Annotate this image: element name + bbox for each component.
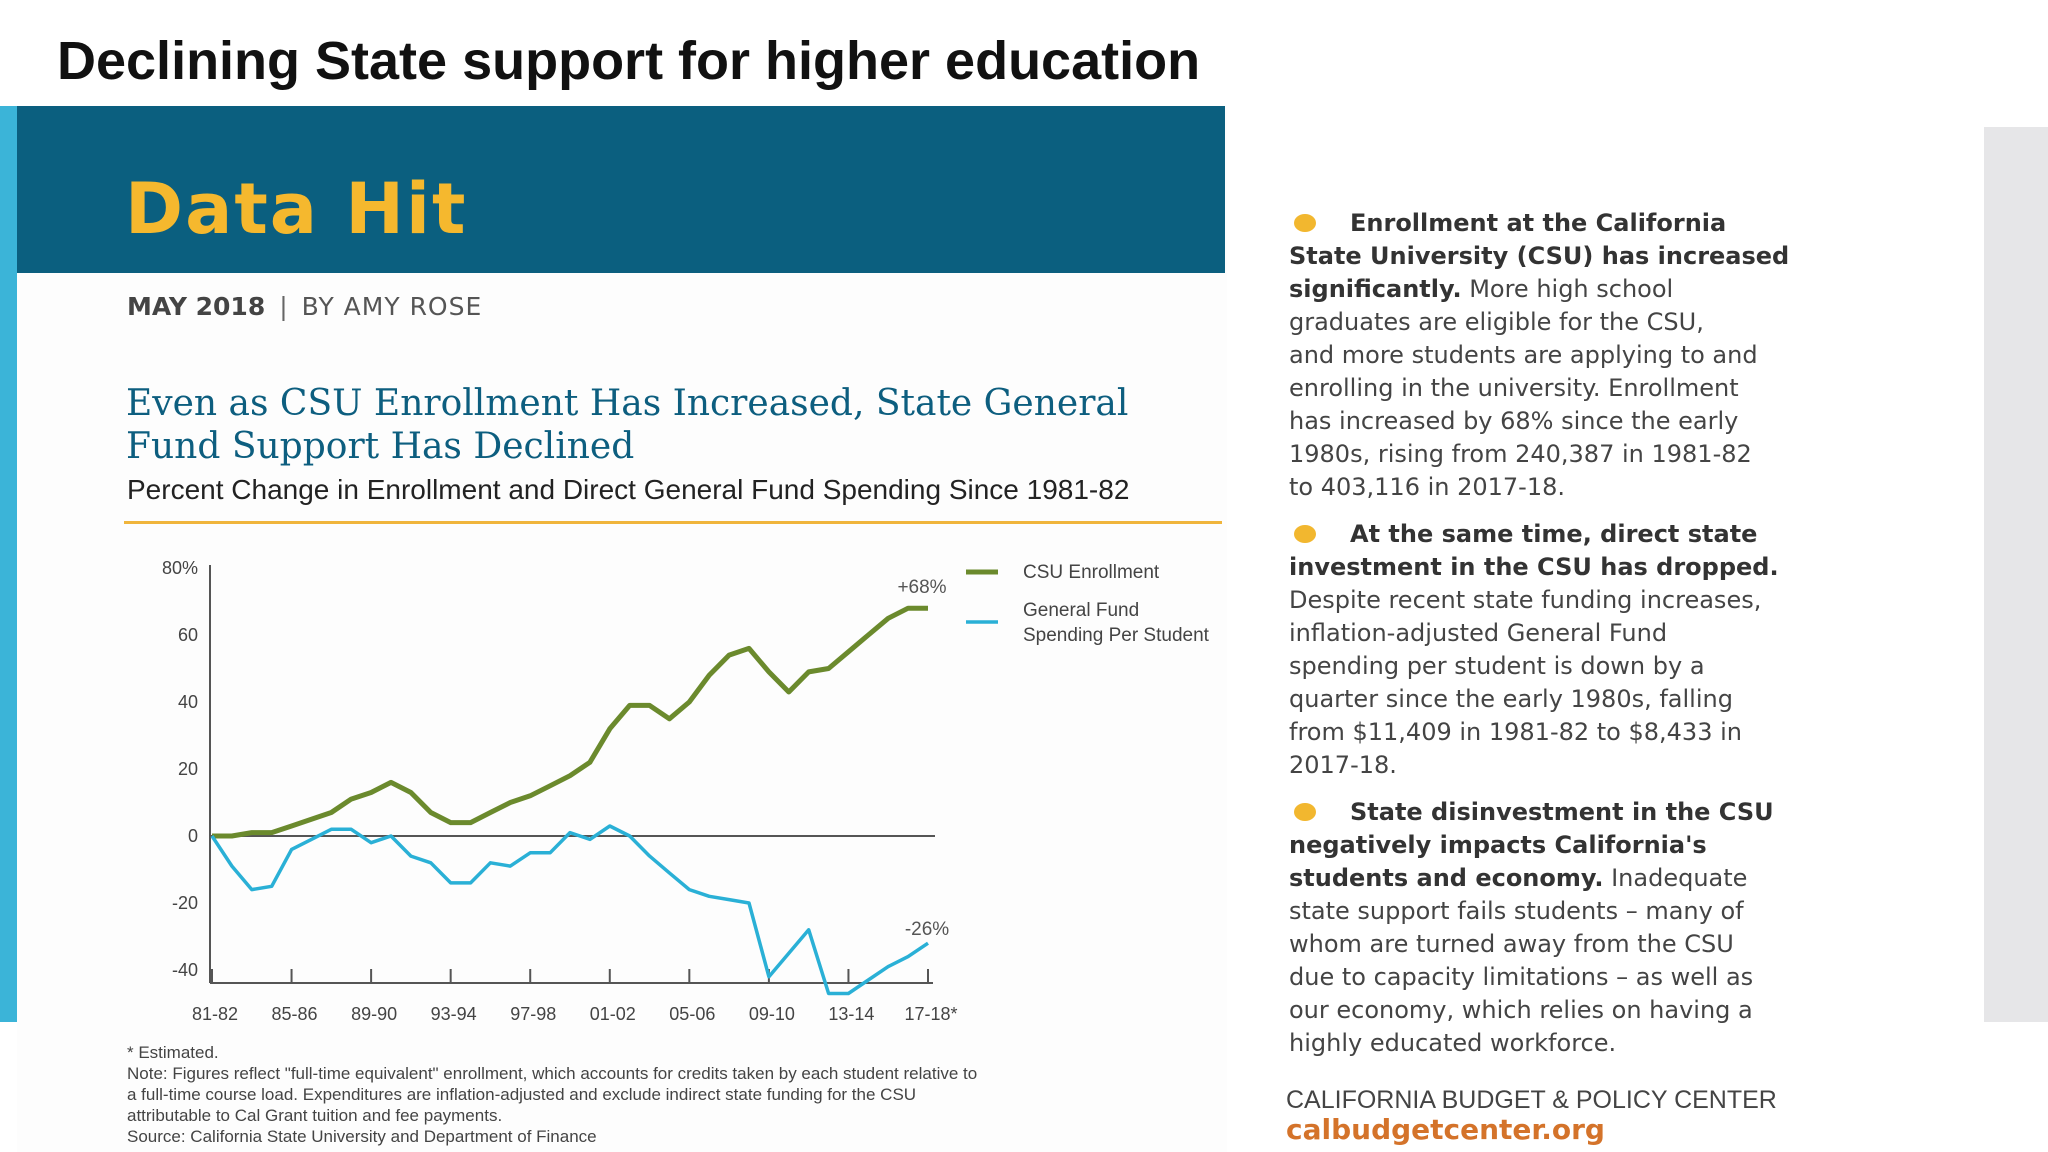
slide-title: Declining State support for higher education	[57, 31, 1201, 91]
chart-title-line: Fund Support Has Declined	[126, 426, 635, 467]
note-line: a full-time course load. Expenditures are inflation-adjusted and exclude indirect state funding for the CSU	[127, 1085, 917, 1104]
bullet-dot-icon	[1294, 803, 1316, 821]
note-line: attributable to Cal Grant tuition and fee payments.	[127, 1106, 503, 1125]
organization-link[interactable]: calbudgetcenter.org	[1286, 1113, 1605, 1146]
organization-name: CALIFORNIA BUDGET & POLICY CENTER	[1286, 1086, 1777, 1114]
x-tick-label: 85-86	[271, 1004, 318, 1024]
legend-label-spending: Spending Per Student	[1023, 625, 1209, 646]
chart-notes	[127, 1042, 1227, 1147]
chart-title-line: Even as CSU Enrollment Has Increased, State General	[126, 383, 1129, 424]
key-findings	[1289, 207, 1889, 1074]
bullet-dot-icon	[1294, 525, 1316, 543]
note-line: Note: Figures reflect "full-time equivalent" enrollment, which accounts for credits taken by each student relative to	[127, 1064, 978, 1083]
finding-disinvestment: State disinvestment in the CSU negatively impacts California's students and economy. Inadequate state support fails students – many of whom are turned away from the CSU due to capacity limitations – as well as our economy, which relies on having a highly educated workforce.	[1289, 798, 1774, 1057]
x-tick-label: 89-90	[351, 1004, 398, 1024]
report-author: BY AMY ROSE	[301, 292, 483, 321]
source-note: Source: California State University and Department of Finance	[127, 1127, 597, 1146]
y-tick-label: 20	[177, 759, 198, 779]
y-tick-label: 60	[177, 625, 198, 645]
y-tick-label: 40	[177, 692, 198, 712]
series-line-spending	[212, 826, 928, 994]
banner-title: Data Hit	[125, 168, 468, 250]
x-tick-label: 81-82	[191, 1004, 239, 1024]
x-tick-label: 13-14	[828, 1004, 875, 1024]
x-tick-label: 17-18*	[904, 1004, 958, 1024]
x-tick-label: 97-98	[510, 1004, 557, 1024]
x-tick-label: 05-06	[669, 1004, 716, 1024]
estimated-note: * Estimated.	[127, 1043, 219, 1062]
x-tick-label: 09-10	[748, 1004, 795, 1024]
spending-end-label: -26%	[904, 919, 950, 940]
bullet-dot-icon	[1294, 214, 1316, 232]
y-tick-label: -20	[171, 893, 198, 913]
report-date: MAY 2018	[127, 292, 266, 321]
y-tick-label: 0	[187, 826, 198, 846]
x-tick-label: 01-02	[589, 1004, 636, 1024]
y-tick-label: -40	[171, 960, 198, 980]
y-tick-label: 80%	[161, 558, 198, 578]
legend-label-spending: General Fund	[1023, 600, 1140, 621]
byline-separator: |	[279, 292, 288, 321]
series-line-enrollment	[212, 608, 928, 836]
finding-investment: At the same time, direct state investment in the CSU has dropped. Despite recent state funding increases, inflation-adjusted General Fund spending per student is down by a quarter since the early 1980s, falling from $11,409 in 1981-82 to $8,433 in 2017-18.	[1289, 520, 1779, 779]
finding-enrollment: Enrollment at the California State University (CSU) has increased significantly. More high school graduates are eligible for the CSU, and more students are applying to and enrolling in the university. Enrollment has increased by 68% since the early 1980s, rising from 240,387 in 1981-82 to 403,116 in 2017-18.	[1289, 209, 1790, 501]
x-tick-label: 93-94	[430, 1004, 477, 1024]
chart-subtitle: Percent Change in Enrollment and Direct General Fund Spending Since 1981-82	[127, 474, 1130, 505]
enrollment-end-label: +68%	[897, 577, 947, 598]
legend-label-enrollment: CSU Enrollment	[1023, 562, 1160, 583]
